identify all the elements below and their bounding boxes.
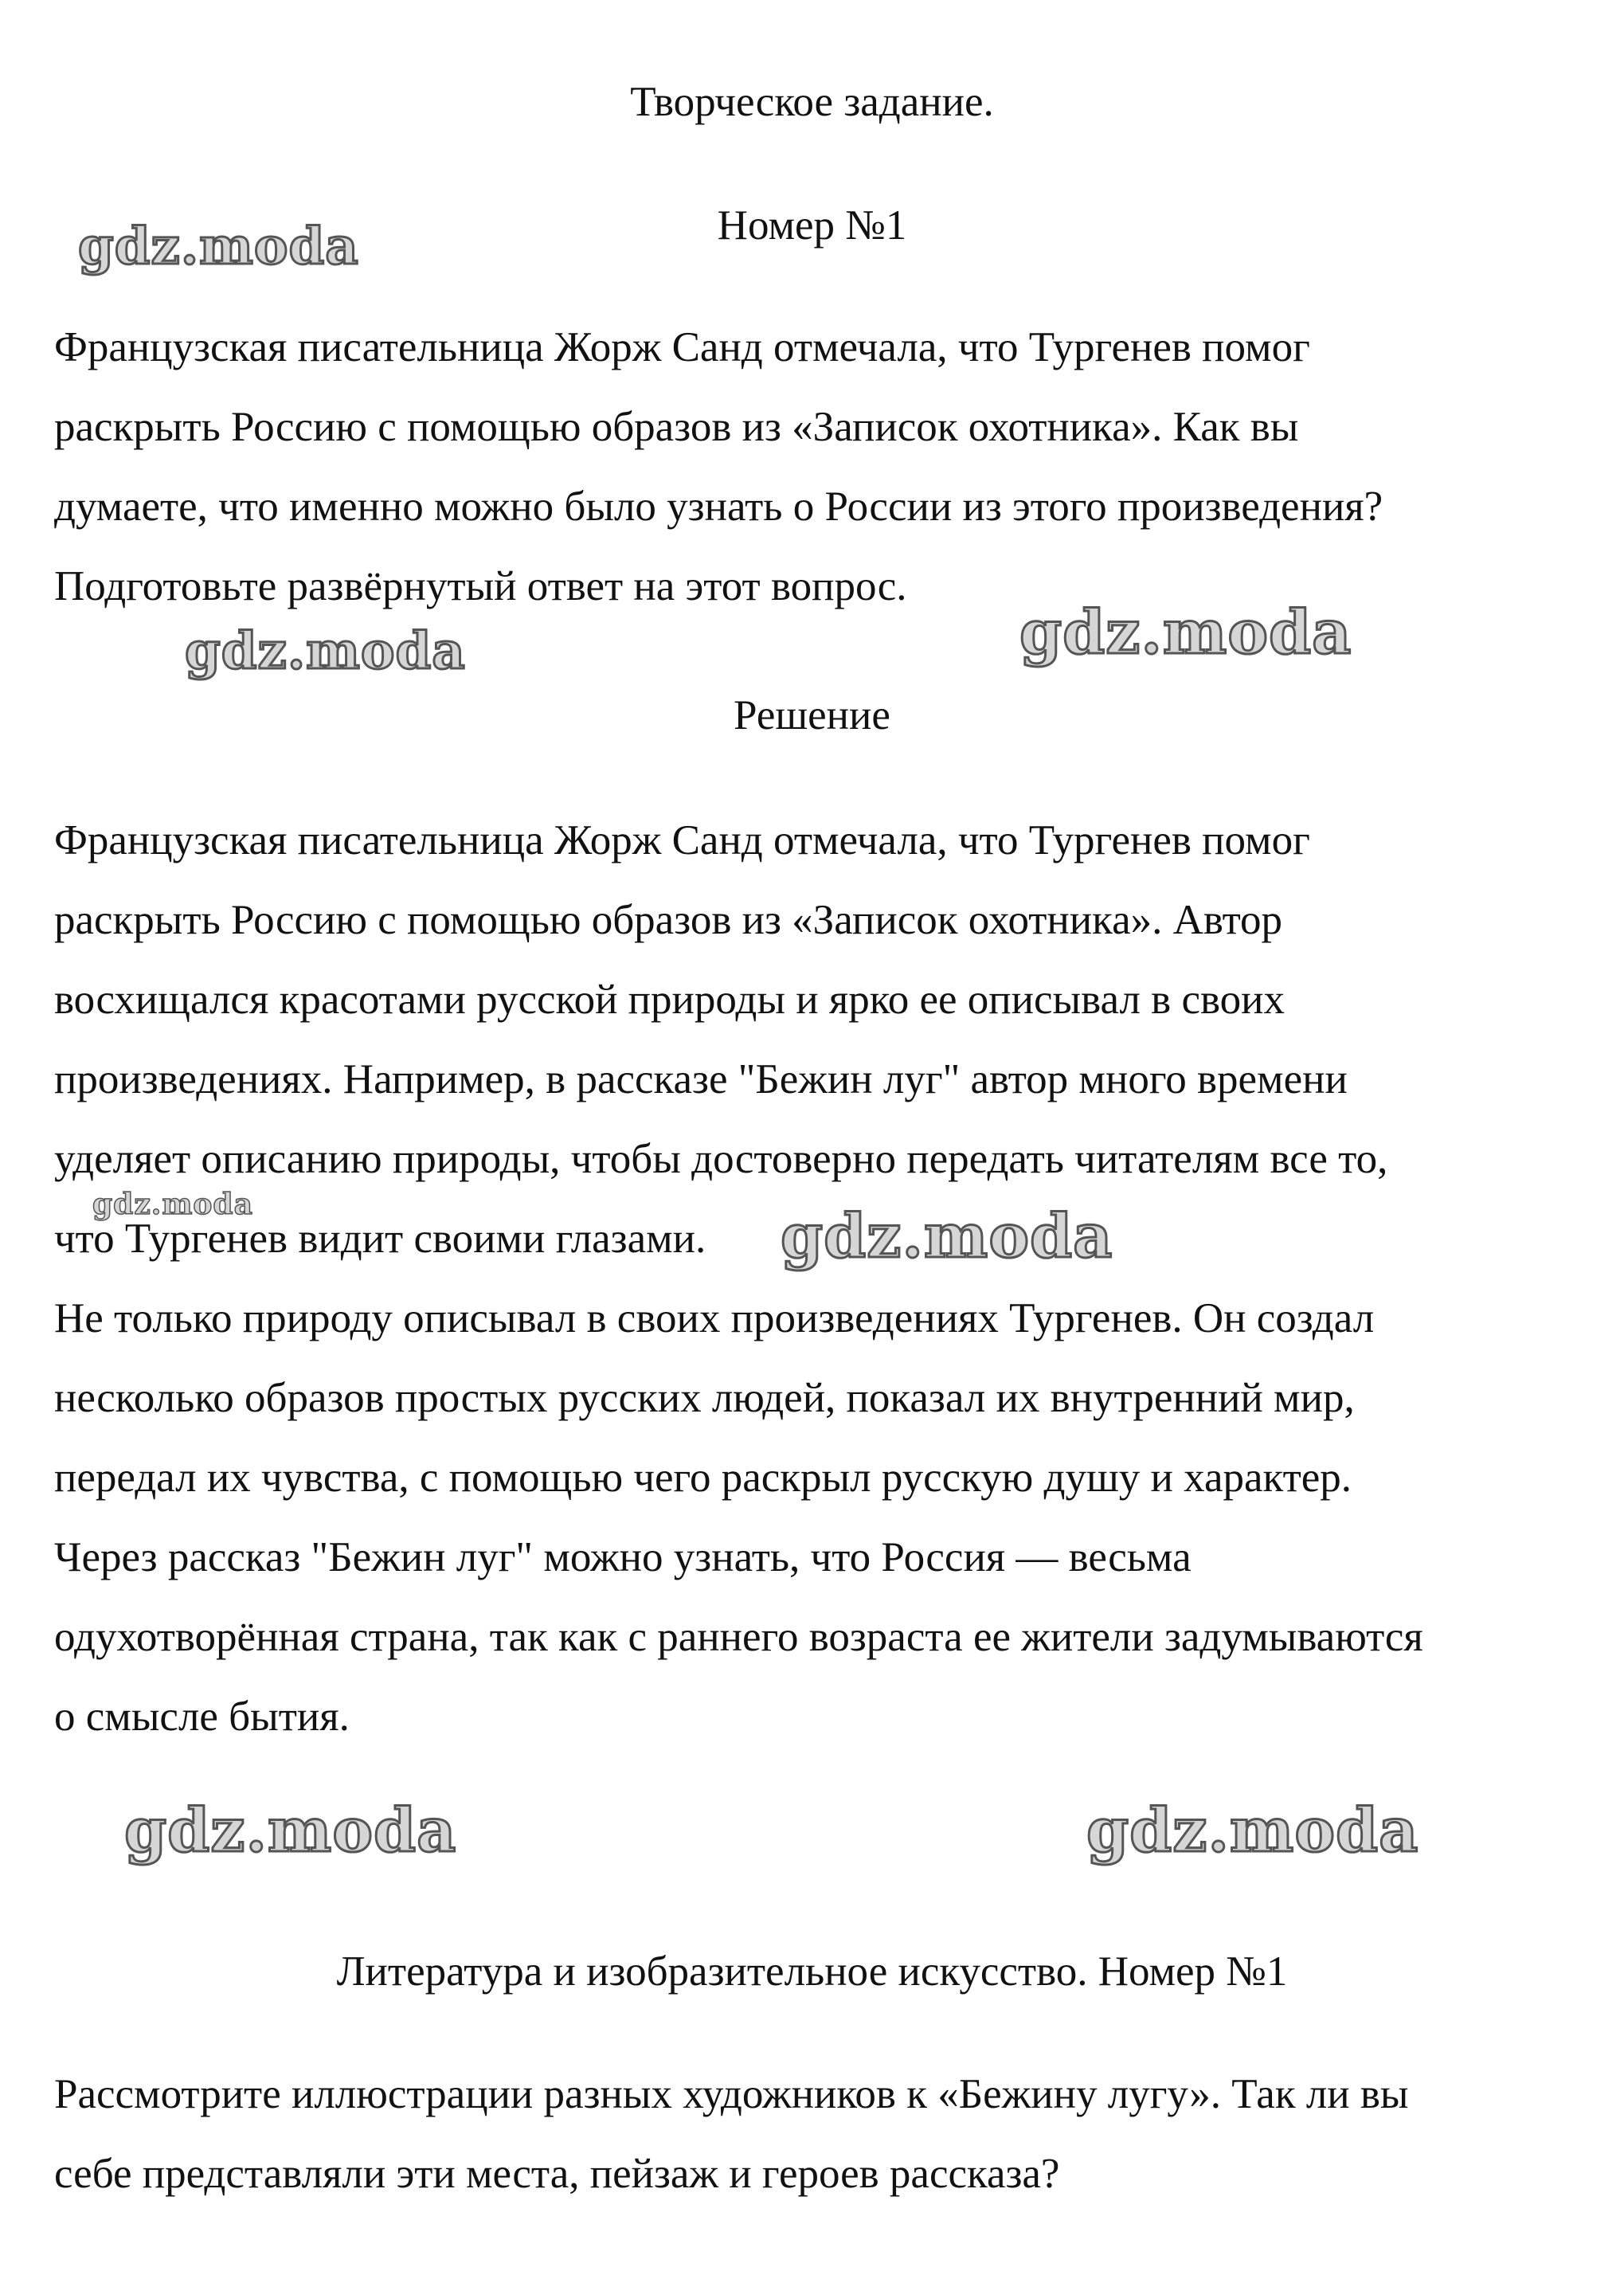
answer-line: что Тургенев видит своими глазами.	[54, 1216, 706, 1262]
answer-line: Через рассказ "Бежин луг" можно узнать, что Россия — весьма	[54, 1534, 1192, 1580]
task-number: Номер №1	[717, 202, 907, 249]
watermark-logo: gdz.moda	[781, 1200, 1113, 1271]
answer-line: раскрыть Россию с помощью образов из «Записок охотника». Автор	[54, 897, 1283, 943]
answer-line: о смысле бытия.	[54, 1694, 350, 1740]
watermark-logo: gdz.moda	[185, 621, 466, 681]
question-line: себе представляли эти места, пейзаж и героев рассказа?	[54, 2151, 1060, 2197]
answer-line: передал их чувства, с помощью чего раскрыл русскую душу и характер.	[54, 1455, 1352, 1501]
answer-line: Французская писательница Жорж Санд отмечала, что Тургенев помог	[54, 817, 1310, 863]
watermark-logo: gdz.moda	[78, 217, 359, 276]
answer-line: восхищался красотами русской природы и ярко ее описывал в своих	[54, 977, 1285, 1023]
section-title: Творческое задание.	[630, 79, 994, 125]
answer-line: произведениях. Например, в рассказе "Бежин луг" автор много времени	[54, 1056, 1348, 1102]
question-paragraph-art	[54, 2054, 1615, 2214]
answer-paragraph	[54, 801, 1615, 1756]
answer-line: уделяет описанию природы, чтобы достоверно передать читателям все то,	[54, 1136, 1388, 1182]
question-paragraph	[54, 307, 1615, 626]
answer-line: одухотворённая страна, так как с раннего возраста ее жители задумываются	[54, 1614, 1423, 1660]
question-line: думаете, что именно можно было узнать о России из этого произведения?	[54, 484, 1383, 530]
watermark-logo: gdz.moda	[92, 1188, 253, 1221]
section-title-art: Литература и изобразительное искусство. Номер №1	[336, 1948, 1288, 1995]
question-line: раскрыть Россию с помощью образов из «Записок охотника». Как вы	[54, 404, 1299, 450]
question-line: Подготовьте развёрнутый ответ на этот вопрос.	[54, 563, 907, 609]
answer-line: несколько образов простых русских людей, показал их внутренний мир,	[54, 1375, 1355, 1421]
watermark-logo: gdz.moda	[1086, 1795, 1419, 1866]
solution-heading: Решение	[734, 692, 890, 738]
question-line: Рассмотрите иллюстрации разных художников к «Бежину лугу». Так ли вы	[54, 2071, 1409, 2117]
answer-line: Не только природу описывал в своих произведениях Тургенев. Он создал	[54, 1295, 1375, 1341]
watermark-logo: gdz.moda	[124, 1795, 457, 1866]
watermark-logo: gdz.moda	[1019, 597, 1352, 668]
question-line: Французская писательница Жорж Санд отмечала, что Тургенев помог	[54, 324, 1310, 370]
